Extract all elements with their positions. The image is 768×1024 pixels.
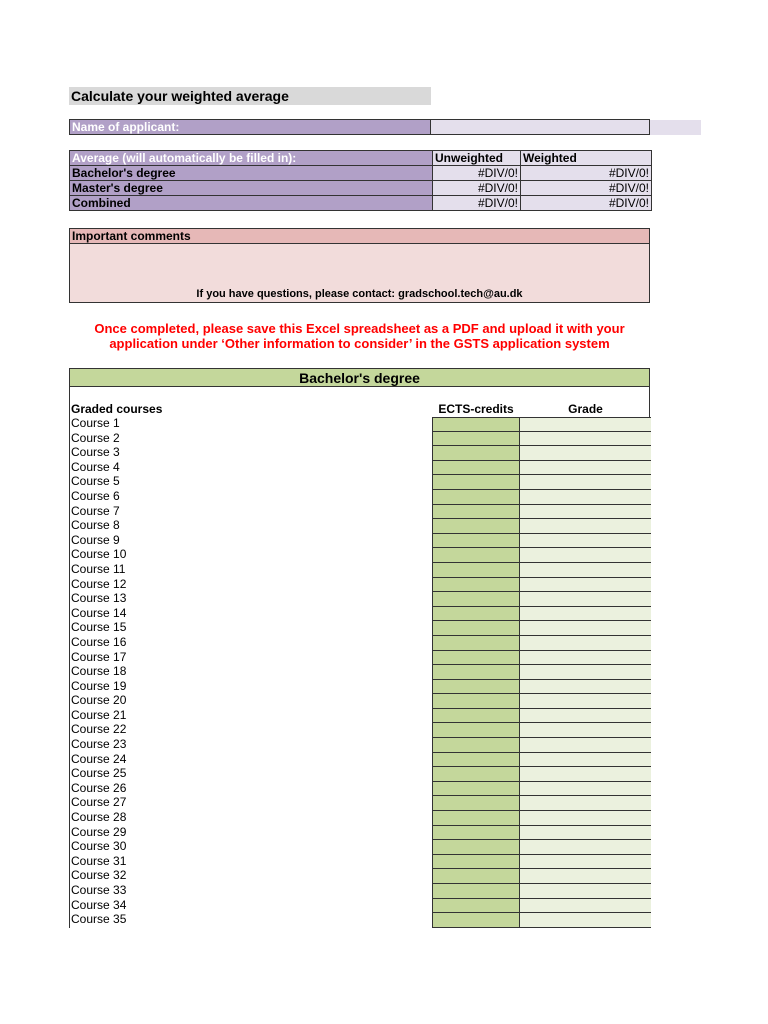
course-name: Course 6 xyxy=(71,488,120,503)
grade-input[interactable] xyxy=(520,578,651,593)
ects-credits-input[interactable] xyxy=(432,826,520,841)
important-comments-header: Important comments xyxy=(70,229,649,244)
notice-line-2: application under ‘Other information to consider’ in the GSTS application system xyxy=(109,336,610,351)
average-table xyxy=(69,150,652,211)
course-row xyxy=(70,621,649,636)
course-row xyxy=(70,432,649,447)
course-name: Course 9 xyxy=(71,532,120,547)
ects-credits-input[interactable] xyxy=(432,665,520,680)
course-row xyxy=(70,855,649,870)
ects-credits-input[interactable] xyxy=(432,694,520,709)
important-comments-box xyxy=(69,228,650,303)
grade-input[interactable] xyxy=(520,651,651,666)
applicant-name-input[interactable] xyxy=(431,119,650,135)
grade-input[interactable] xyxy=(520,855,651,870)
course-row xyxy=(70,884,649,899)
course-name: Course 7 xyxy=(71,503,120,518)
grade-input[interactable] xyxy=(520,811,651,826)
course-row xyxy=(70,534,649,549)
course-row xyxy=(70,753,649,768)
ects-credits-input[interactable] xyxy=(432,490,520,505)
ects-credits-input[interactable] xyxy=(432,767,520,782)
course-row xyxy=(70,738,649,753)
weighted-value: #DIV/0! xyxy=(521,196,652,211)
grade-input[interactable] xyxy=(520,723,651,738)
course-row xyxy=(70,592,649,607)
ects-credits-input[interactable] xyxy=(432,855,520,870)
course-row xyxy=(70,811,649,826)
average-header-label: Average (will automatically be filled in): xyxy=(70,151,433,166)
course-name: Course 1 xyxy=(71,416,120,430)
ects-credits-input[interactable] xyxy=(432,869,520,884)
ects-credits-input[interactable] xyxy=(432,592,520,607)
ects-credits-input[interactable] xyxy=(432,680,520,695)
ects-credits-input[interactable] xyxy=(432,840,520,855)
ects-credits-input[interactable] xyxy=(432,475,520,490)
course-name: Course 17 xyxy=(71,649,127,664)
ects-credits-input[interactable] xyxy=(432,899,520,914)
course-row xyxy=(70,899,649,914)
ects-credits-input[interactable] xyxy=(432,636,520,651)
notice-line-1: Once completed, please save this Excel spreadsheet as a PDF and upload it with your xyxy=(94,321,625,336)
ects-credits-input[interactable] xyxy=(432,884,520,899)
unweighted-value: #DIV/0! xyxy=(433,166,521,181)
average-row-bachelor xyxy=(70,166,652,181)
course-row xyxy=(70,636,649,651)
grade-input[interactable] xyxy=(520,621,651,636)
ects-credits-header: ECTS-credits xyxy=(438,402,514,416)
course-row xyxy=(70,913,649,928)
course-name: Course 8 xyxy=(71,518,120,533)
course-row xyxy=(70,505,649,520)
course-name: Course 31 xyxy=(71,853,127,868)
ects-credits-input[interactable] xyxy=(432,563,520,578)
course-name: Course 35 xyxy=(71,912,127,927)
course-row xyxy=(70,723,649,738)
ects-credits-input[interactable] xyxy=(432,461,520,476)
course-row xyxy=(70,796,649,811)
grade-input[interactable] xyxy=(520,840,651,855)
grade-input[interactable] xyxy=(520,519,651,534)
grade-input[interactable] xyxy=(520,475,651,490)
important-comments-input[interactable] xyxy=(70,244,649,288)
average-row-label: Bachelor's degree xyxy=(70,166,433,181)
course-name: Course 21 xyxy=(71,707,127,722)
ects-credits-input[interactable] xyxy=(432,578,520,593)
course-name: Course 27 xyxy=(71,795,127,810)
ects-credits-input[interactable] xyxy=(432,519,520,534)
grade-input[interactable] xyxy=(520,753,651,768)
page-title: Calculate your weighted average xyxy=(69,87,431,105)
completion-notice xyxy=(69,321,650,351)
course-name: Course 22 xyxy=(71,722,127,737)
course-name: Course 15 xyxy=(71,620,127,635)
course-name: Course 23 xyxy=(71,737,127,752)
ects-credits-input[interactable] xyxy=(432,534,520,549)
ects-credits-input[interactable] xyxy=(432,505,520,520)
applicant-name-input-overflow[interactable] xyxy=(650,120,701,135)
grade-input[interactable] xyxy=(520,913,651,928)
course-row xyxy=(70,563,649,578)
course-name: Course 32 xyxy=(71,868,127,883)
course-row xyxy=(70,869,649,884)
course-name: Course 34 xyxy=(71,897,127,912)
grade-input[interactable] xyxy=(520,899,651,914)
course-row xyxy=(70,475,649,490)
course-name: Course 30 xyxy=(71,839,127,854)
course-name: Course 3 xyxy=(71,445,120,460)
ects-credits-input[interactable] xyxy=(432,621,520,636)
grade-input[interactable] xyxy=(520,607,651,622)
grade-input[interactable] xyxy=(520,884,651,899)
grade-header: Grade xyxy=(568,402,603,416)
ects-credits-input[interactable] xyxy=(432,811,520,826)
average-header-row xyxy=(70,151,652,166)
course-name: Course 25 xyxy=(71,766,127,781)
grade-input[interactable] xyxy=(520,636,651,651)
course-name: Course 4 xyxy=(71,459,120,474)
graded-courses-header: Graded courses xyxy=(71,402,163,416)
course-name: Course 28 xyxy=(71,810,127,825)
course-row xyxy=(70,840,649,855)
course-name: Course 13 xyxy=(71,591,127,606)
weighted-value: #DIV/0! xyxy=(521,181,652,196)
course-name: Course 26 xyxy=(71,780,127,795)
grade-input[interactable] xyxy=(520,548,651,563)
ects-credits-input[interactable] xyxy=(432,446,520,461)
grade-input[interactable] xyxy=(520,446,651,461)
contact-info: If you have questions, please contact: gradschool.tech@au.dk xyxy=(70,287,649,302)
unweighted-value: #DIV/0! xyxy=(433,181,521,196)
course-name: Course 24 xyxy=(71,751,127,766)
bachelor-degree-section xyxy=(69,368,650,928)
ects-credits-input[interactable] xyxy=(432,607,520,622)
course-row xyxy=(70,709,649,724)
grade-input[interactable] xyxy=(520,432,651,447)
grade-input[interactable] xyxy=(520,826,651,841)
ects-credits-input[interactable] xyxy=(432,548,520,563)
grade-input[interactable] xyxy=(520,694,651,709)
course-row xyxy=(70,548,649,563)
course-row xyxy=(70,417,649,432)
ects-credits-input[interactable] xyxy=(432,796,520,811)
course-name: Course 29 xyxy=(71,824,127,839)
course-row xyxy=(70,767,649,782)
grade-input[interactable] xyxy=(520,680,651,695)
grade-input[interactable] xyxy=(520,796,651,811)
course-row xyxy=(70,490,649,505)
ects-credits-input[interactable] xyxy=(432,432,520,447)
course-list xyxy=(69,417,650,928)
grade-input[interactable] xyxy=(520,709,651,724)
course-row xyxy=(70,461,649,476)
grade-input[interactable] xyxy=(520,563,651,578)
course-column-headers xyxy=(69,387,650,417)
course-row xyxy=(70,680,649,695)
ects-credits-input[interactable] xyxy=(432,738,520,753)
ects-credits-input[interactable] xyxy=(432,651,520,666)
course-name: Course 12 xyxy=(71,576,127,591)
course-name: Course 16 xyxy=(71,634,127,649)
course-row xyxy=(70,782,649,797)
unweighted-column-header: Unweighted xyxy=(433,151,521,166)
grade-input[interactable] xyxy=(520,461,651,476)
grade-input[interactable] xyxy=(520,782,651,797)
ects-credits-input[interactable] xyxy=(432,753,520,768)
applicant-name-row xyxy=(69,119,701,135)
course-row xyxy=(70,446,649,461)
weighted-column-header: Weighted xyxy=(521,151,652,166)
grade-input[interactable] xyxy=(520,665,651,680)
grade-input[interactable] xyxy=(520,767,651,782)
grade-input[interactable] xyxy=(520,505,651,520)
course-name: Course 5 xyxy=(71,474,120,489)
grade-input[interactable] xyxy=(520,592,651,607)
course-name: Course 20 xyxy=(71,693,127,708)
course-row xyxy=(70,694,649,709)
ects-credits-input[interactable] xyxy=(432,417,520,432)
average-row-label: Master's degree xyxy=(70,181,433,196)
course-name: Course 18 xyxy=(71,664,127,679)
bachelor-section-title: Bachelor's degree xyxy=(69,368,650,387)
ects-credits-input[interactable] xyxy=(432,723,520,738)
grade-input[interactable] xyxy=(520,490,651,505)
ects-credits-input[interactable] xyxy=(432,782,520,797)
course-row xyxy=(70,607,649,622)
average-row-combined xyxy=(70,196,652,211)
grade-input[interactable] xyxy=(520,738,651,753)
course-row xyxy=(70,519,649,534)
ects-credits-input[interactable] xyxy=(432,913,520,928)
average-row-master xyxy=(70,181,652,196)
course-row xyxy=(70,578,649,593)
grade-input[interactable] xyxy=(520,869,651,884)
ects-credits-input[interactable] xyxy=(432,709,520,724)
applicant-name-label: Name of applicant: xyxy=(69,119,431,135)
course-name: Course 2 xyxy=(71,430,120,445)
weighted-value: #DIV/0! xyxy=(521,166,652,181)
course-row xyxy=(70,651,649,666)
course-row xyxy=(70,665,649,680)
course-name: Course 14 xyxy=(71,605,127,620)
course-name: Course 10 xyxy=(71,547,127,562)
grade-input[interactable] xyxy=(520,534,651,549)
course-name: Course 33 xyxy=(71,883,127,897)
course-name: Course 11 xyxy=(71,561,126,576)
unweighted-value: #DIV/0! xyxy=(433,196,521,211)
grade-input[interactable] xyxy=(520,417,651,432)
average-row-label: Combined xyxy=(70,196,433,211)
course-row xyxy=(70,826,649,841)
course-name: Course 19 xyxy=(71,678,127,693)
